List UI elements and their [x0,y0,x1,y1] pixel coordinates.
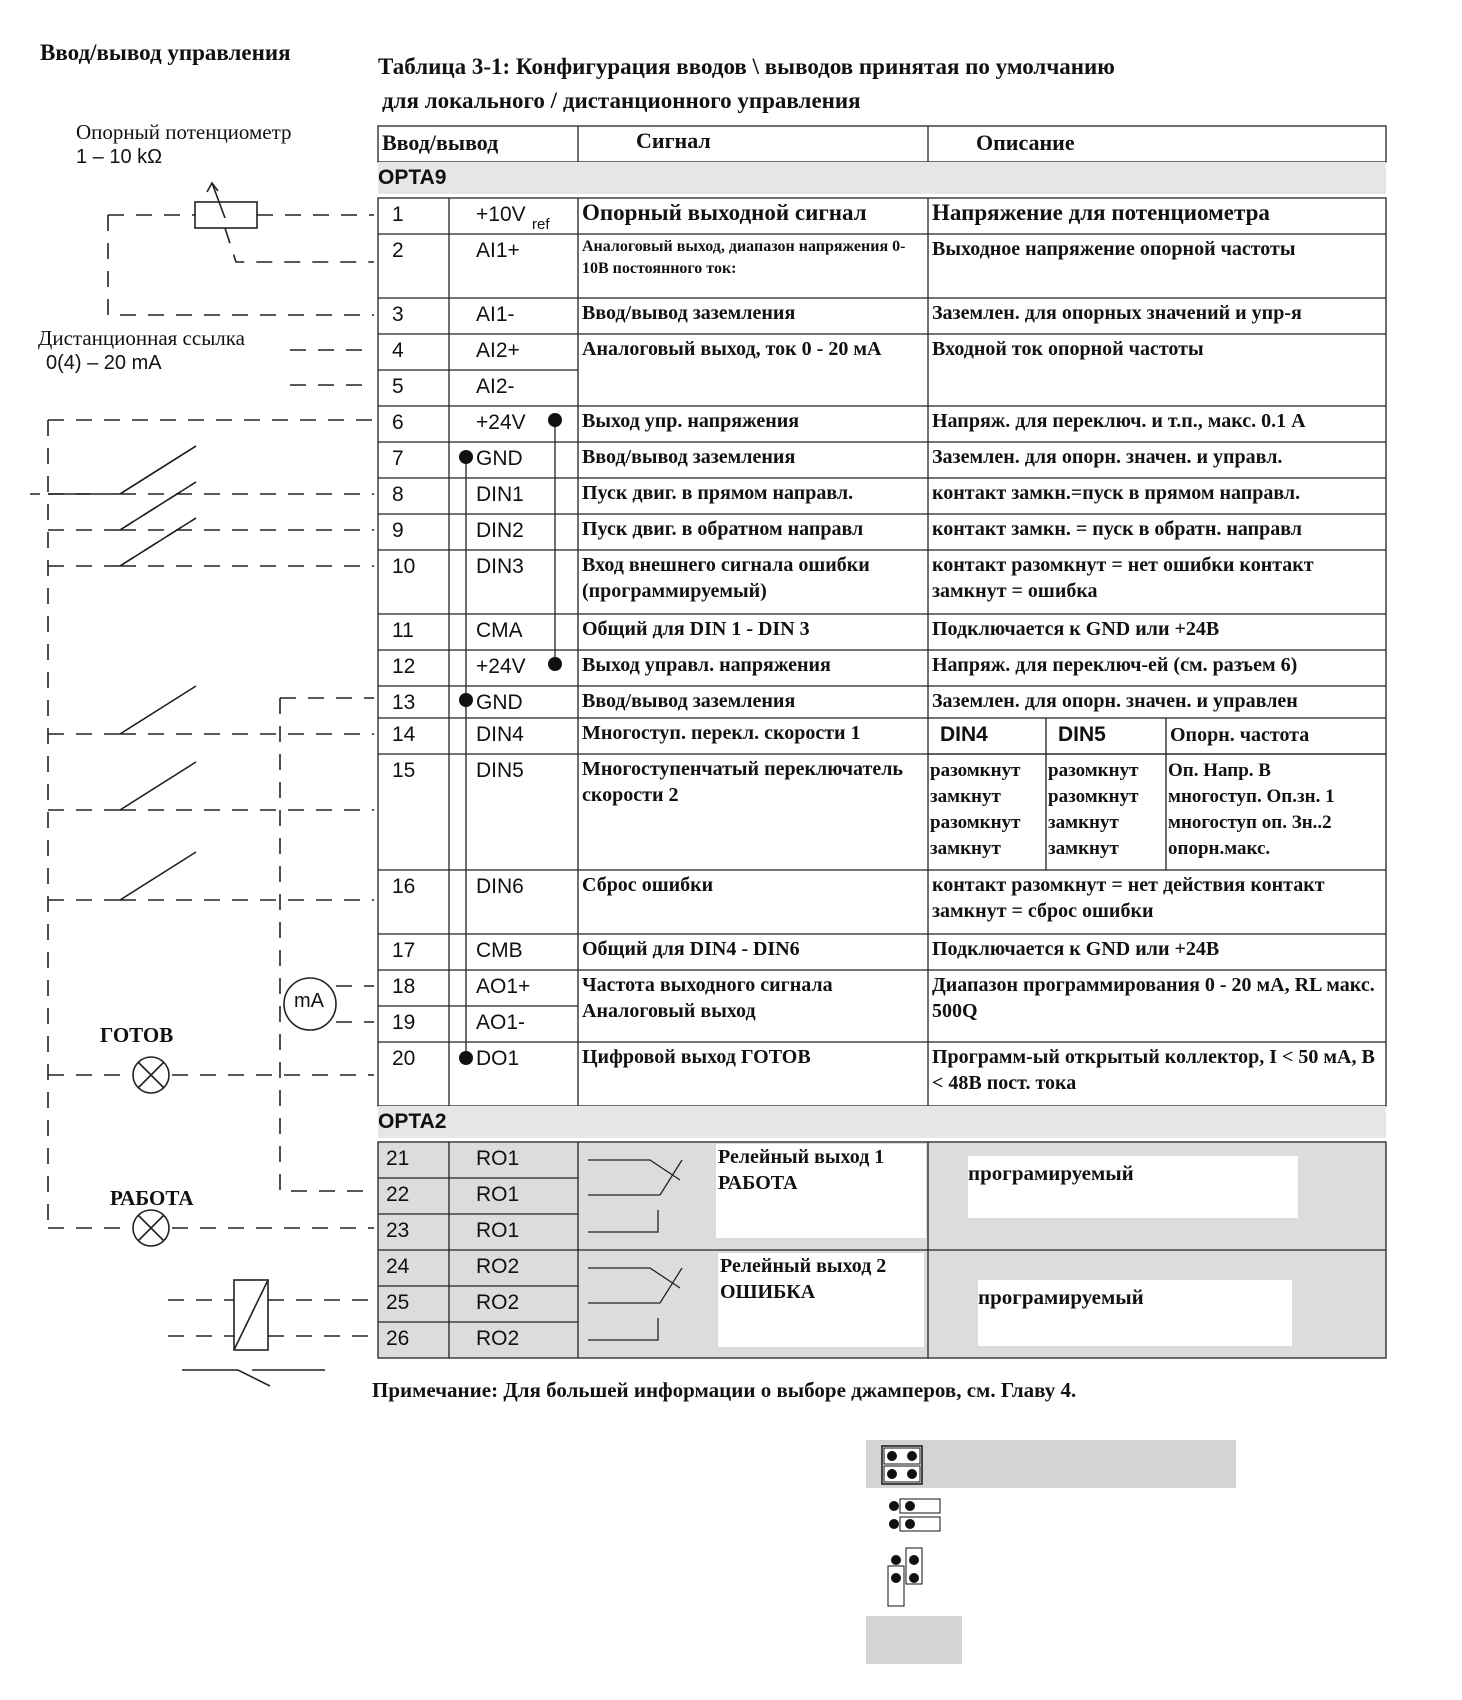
relay-pin-number: 24 [386,1255,410,1278]
pin-name: DO1 [476,1047,520,1070]
pin-name: DIN4 [476,723,524,746]
footnote: Примечание: Для большей информации о выборе джамперов, см. Главу 4. [372,1378,1077,1402]
speed-table-cell: замкнут [930,838,1001,859]
speed-header-din4: DIN4 [940,723,988,746]
relay-pin-number: 23 [386,1219,410,1242]
header-description: Описание [976,130,1075,155]
signal-text: Многоступ. перекл. скорости 1 [582,722,861,744]
signal-text: Сброс ошибки [582,874,714,896]
milliammeter-label: mA [294,990,324,1012]
description-text: контакт замкн. = пуск в обратн. направл [932,518,1303,540]
pin-name: DIN1 [476,483,524,506]
signal-text: Пуск двиг. в прямом направл. [582,482,854,504]
pin-number: 11 [392,619,414,642]
group-opta2: OPTA2 [378,1106,1386,1138]
description-text: контакт замкн.=пуск в прямом направл. [932,482,1301,504]
pin-name: +10V [476,203,526,226]
relay2-desc: програмируемый [978,1285,1144,1309]
left-heading: Ввод/вывод управления [40,40,291,65]
jumper-both-icon [880,1444,930,1488]
remote-value: 0(4) – 20 mA [46,352,162,374]
pot-label: Опорный потенциометр [76,120,292,144]
pin-number: 3 [392,303,404,326]
relay1-desc: програмируемый [968,1161,1134,1185]
pin-number: 6 [392,411,404,434]
description-text: Напряж. для переключ. и т.п., макс. 0.1 А [932,410,1306,432]
jumper-legend-gray-box [866,1616,962,1664]
pin-number: 2 [392,239,404,262]
pin-name: DIN2 [476,519,524,542]
speed-table-cell: разомкнут [930,812,1021,833]
speed-table-cell: опорн.макс. [1168,838,1271,859]
run-label: РАБОТА [110,1186,194,1210]
signal-text: Выход управл. напряжения [582,654,831,676]
description-text: Входной ток опорной частоты [932,338,1204,360]
speed-table-cell: разомкнут [1048,786,1139,807]
description-text: Заземлен. для опорных значений и упр-я [932,302,1302,324]
description-text: контакт разомкнут = нет действия контакт замкнут = сброс ошибки [932,874,1325,922]
relay2-desc-box [978,1280,1292,1346]
relay-pin-name: RO2 [476,1327,520,1350]
pin-number: 7 [392,447,404,470]
description-text: Подключается к GND или +24В [932,618,1220,640]
relay2-title: Релейный выход 2 [720,1255,887,1277]
pin-name: CMA [476,619,523,642]
pin-name: AI2+ [476,339,520,362]
relay-pin-name: RO1 [476,1183,520,1206]
table-subtitle: для локального / дистанционного управления [382,88,861,113]
pin-name: DIN3 [476,555,524,578]
description-text: Заземлен. для опорн. значен. и управлен [932,690,1298,712]
signal-text: Аналоговый выход, ток 0 - 20 мА [582,338,882,360]
speed-table-cell: многоступ. Оп.зн. 1 [1168,786,1335,807]
description-text: Напряжение для потенциометра [932,200,1270,225]
pin-number: 20 [392,1047,416,1070]
speed-table-cell: замкнут [930,786,1001,807]
pin-name: AO1+ [476,975,531,998]
pin-name: +24V [476,655,526,678]
speed-table-cell: замкнут [1048,838,1119,859]
relay1-desc-box [968,1156,1298,1218]
relay1-subtitle: РАБОТА [718,1172,798,1194]
signal-text: Ввод/вывод заземления [582,446,796,468]
relay-pin-name: RO2 [476,1255,520,1278]
relay-pin-name: RO1 [476,1147,520,1170]
signal-text: Ввод/вывод заземления [582,302,796,324]
signal-text: Многоступенчатый переключатель скорости 2 [582,758,903,806]
pin-number: 10 [392,555,416,578]
pin-subscript: ref [532,216,550,233]
pin-number: 17 [392,939,416,962]
description-text: Заземлен. для опорн. значен. и управл. [932,446,1283,468]
signal-text: Общий для DIN4 - DIN6 [582,938,800,960]
jumper-vertical-icon [886,1546,926,1608]
table-title: Таблица 3-1: Конфигурация вводов \ выводов принятая по умолчанию [378,54,1115,79]
relay-pin-number: 22 [386,1183,410,1206]
pin-number: 9 [392,519,404,542]
signal-text: Общий для DIN 1 - DIN 3 [582,618,810,640]
speed-table-cell: замкнут [1048,812,1119,833]
pin-name: AI1- [476,303,515,326]
header-signal: Сигнал [636,128,711,153]
pin-number: 15 [392,759,416,782]
pin-number: 5 [392,375,404,398]
signal-text: Опорный выходной сигнал [582,200,867,225]
pin-number: 16 [392,875,416,898]
ready-label: ГОТОВ [100,1023,174,1047]
pin-name: AI2- [476,375,515,398]
description-text: Подключается к GND или +24В [932,938,1220,960]
signal-text: Ввод/вывод заземления [582,690,796,712]
relay1-title: Релейный выход 1 [718,1146,885,1168]
pin-number: 4 [392,339,404,362]
pin-number: 8 [392,483,404,506]
description-text: Выходное напряжение опорной частоты [932,238,1296,260]
pin-number: 13 [392,691,416,714]
speed-header-din5: DIN5 [1058,723,1106,746]
signal-text: Частота выходного сигнала Аналоговый выход [582,974,833,1022]
pin-name: AO1- [476,1011,526,1034]
description-text: Программ-ый открытый коллектор, I < 50 мА, В < 48В пост. тока [932,1046,1375,1094]
relay2-box [718,1253,924,1347]
pin-number: 12 [392,655,416,678]
pin-name: DIN6 [476,875,524,898]
jumper-horizontal-icon [886,1496,946,1536]
pin-name: CMB [476,939,523,962]
relay-pin-name: RO2 [476,1291,520,1314]
pin-number: 1 [392,203,404,226]
speed-table-cell: разомкнут [1048,760,1139,781]
pin-name: DIN5 [476,759,524,782]
signal-text: Аналоговый выход, диапазон напряжения 0-10В постоянного ток: [582,238,906,277]
pin-name: GND [476,447,523,470]
signal-text: Пуск двиг. в обратном направл [582,518,864,540]
speed-table-cell: разомкнут [930,760,1021,781]
group-opta9: OPTA9 [378,162,1386,194]
signal-text: Вход внешнего сигнала ошибки (программируемый) [582,554,870,602]
description-text: контакт разомкнут = нет ошибки контакт замкнут = ошибка [932,554,1314,602]
pin-number: 18 [392,975,416,998]
speed-header-freq: Опорн. частота [1170,724,1310,746]
pot-value: 1 – 10 kΩ [76,146,163,168]
relay-pin-name: RO1 [476,1219,520,1242]
relay-pin-number: 21 [386,1147,410,1170]
relay-pin-number: 26 [386,1327,410,1350]
header-io: Ввод/вывод [382,130,499,155]
pin-name: GND [476,691,523,714]
pin-number: 14 [392,723,416,746]
relay2-subtitle: ОШИБКА [720,1281,816,1303]
pin-number: 19 [392,1011,416,1034]
signal-text: Выход упр. напряжения [582,410,800,432]
speed-table-cell: Оп. Напр. В [1168,760,1271,781]
relay1-box [716,1144,926,1238]
signal-text: Цифровой выход ГОТОВ [582,1046,811,1068]
pin-name: AI1+ [476,239,520,262]
remote-label: Дистанционная ссылка [38,326,245,350]
relay-pin-number: 25 [386,1291,410,1314]
description-text: Диапазон программирования 0 - 20 мА, RL макс. 500Q [932,974,1375,1022]
description-text: Напряж. для переключ-ей (см. разъем 6) [932,654,1298,676]
speed-table-cell: многоступ оп. Зн..2 [1168,812,1332,833]
pin-name: +24V [476,411,526,434]
